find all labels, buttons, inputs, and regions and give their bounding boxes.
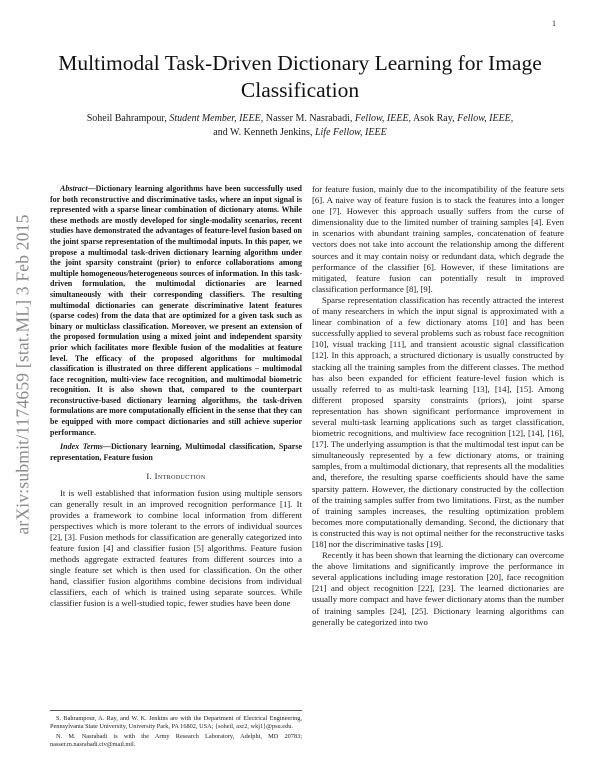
intro-paragraph: It is well established that information fusion using multiple sensors can generally result in an improved recognition performance [1]. It provides a framework to combine local information from different perspectives which is more tolerant to the errors of individual sources [2], [3]. Fusion methods for classification are generally categorized into feature fusion [4] and classifier fusion [5] algorithms. Feature fusion methods aggregate extracted features from different sources into a single feature set which is then used for classification. On the other hand, classifier fusion algorithms combine decisions from individual classifiers, each of which is trained using separate sources. While classifier fusion is a well-studied topic, fewer studies have been done [50,487,302,609]
author-role: Fellow, IEEE, [354,113,412,124]
author-role: Fellow, IEEE, [457,113,514,124]
author-name: Soheil Bahrampour, [86,113,167,124]
author-role: Life Fellow, IEEE [314,126,387,138]
author-name: Nasser M. Nasrabadi, [265,113,353,124]
body-paragraph: Sparse representation classification has recently attracted the interest of many researchers in which the input signal is approximated with a linear combination of a few dictionary atoms [10] and has been successfully applied to several problems such as robust face recognition [10], visual tracking [11], and transient acoustic signal classification [12]. In this approach, a structured dictionary is usually constructed by stacking all the training samples from the different classes. The method has also been expanded for efficient feature-level fusion which is usually referred to as multi-task learning [13], [14], [15]. Among different proposed sparsity constraints (priors), joint sparse representation has shown significant performance improvement in several multi-task learning applications such as target classification, biometric recognitions, and multiview face recognition [12], [14], [16], [17]. The underlying assumption is that the multimodal test input can be simultaneously represented by a few dictionary atoms, or training samples, from a multimodal dictionary, that represents all the modalities and, therefore, the resulting sparse coefficients should have the same sparsity pattern. However, the dictionary constructed by the collection of the training samples suffer from two limitations. First, as the number of training samples increases, the resulting optimization problem becomes more computationally demanding. Second, the dictionary that is constructed this way is not optimal neither for the reconstructive tasks [18] nor the discriminative tasks [19]. [312,294,564,549]
arxiv-identifier: arXiv:submit/1174659 [stat.ML] 3 Feb 2015 [12,213,33,535]
index-terms-text: —Dictionary learning, Multimodal classification, Sparse representation, Feature fusion [50,442,303,462]
author-role: Student Member, IEEE, [169,113,264,124]
footnote: N. M. Nasrabadi is with the Army Research Laboratory, Adelphi, MD 20783; nasser.m.nasrabadi.civ@mail.mil. [50,733,302,748]
arxiv-stamp [8,190,38,558]
footnote: S. Bahrampour, A. Ray, and W. K. Jenkins are with the Department of Electrical Engineering, Pennsylvania State University, University Park, PA 16802, USA; {soheil, axr2, wkj1}@psu.edu. [50,715,302,730]
author-list [40,112,560,139]
abstract [50,184,302,438]
body-paragraph: for feature fusion, mainly due to the incompatibility of the feature sets [6]. A naive way of feature fusion is to stack the features into a longer one [7]. However this approach usually suffers from the curse of dimensionality due to the limited number of training samples [4]. Even in scenarios with abundant training samples, concatenation of feature vectors does not take into account the relationship among the different sources and it may contain noisy or redundant data, which degrade the performance of the classifier [6]. However, if these limitations are mitigated, feature fusion can potentially result in improved classification performance [8], [9]. [312,184,564,294]
index-terms-label: Index Terms [60,442,103,452]
paper-title: Multimodal Task-Driven Dictionary Learning for Image Classification [58,51,542,102]
page-number: 1 [552,19,556,28]
author-name: and W. Kenneth Jenkins, [213,126,313,138]
index-terms [50,442,302,463]
abstract-text: —Dictionary learning algorithms have been successfully used for both reconstructive and discriminative tasks, where an input signal is represented with a sparse linear combination of dictionary atoms. While these methods are mostly developed for single-modality scenarios, recent studies have demonstrated the advantages of feature-level fusion based on the joint sparse representation of the multimodal inputs. In this paper, we propose a multimodal task-driven dictionary learning algorithm under the joint sparsity constraint (prior) to enforce collaborations among multiple homogeneous/heterogeneous sources of information. In this task-driven formulation, the multimodal dictionaries are learned simultaneously with their corresponding classifiers. The resulting multimodal dictionaries can generate discriminative latent features (sparse codes) from the data that are optimized for a given task such as binary or multiclass classification. Moreover, we present an extension of the proposed formulation using a mixed joint and independent sparsity prior which facilitates more flexible fusion of the modalities at feature level. The efficacy of the proposed algorithms for multimodal classification is illustrated on three different applications – multimodal face recognition, multi-view face recognition, and multimodal biometric recognition. It is also shown that, compared to the counterpart reconstructive-based dictionary learning algorithms, the task-driven formulations are more computationally efficient in the sense that they can be equipped with more compact dictionaries and still achieve superior performance. [50,184,302,437]
footnotes [50,710,302,751]
abstract-label: Abstract [60,184,88,193]
left-column [50,184,302,610]
section-heading: I. Introduction [146,471,206,482]
body-paragraph: Recently it has been shown that learning the dictionary can overcome the above limitations and significantly improve the performance in several applications including image restoration [20], face recognition [21] and object recognition [22], [23]. The learned dictionaries are usually more compact and have fewer dictionary atoms than the number of training samples [24], [25]. Dictionary learning algorithms can generally be categorized into two [312,550,564,627]
right-column [312,184,564,628]
author-name: Asok Ray, [413,113,455,124]
